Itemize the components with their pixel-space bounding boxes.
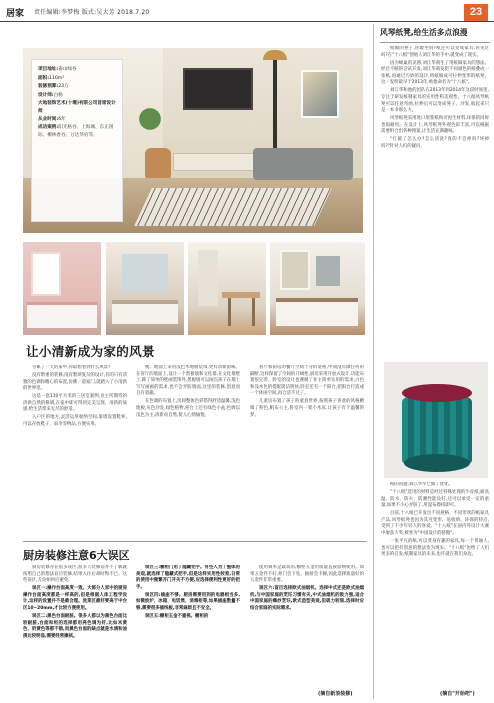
master-bedroom-photo [270,242,365,335]
works-value: 阳光格谷、上海城、东正国际、柳林香谷、万达华府等。 [38,125,114,138]
article-column [23,365,127,539]
floor-lamp [273,56,277,148]
stool-seat [402,384,472,402]
article-column [136,565,240,701]
kids-room-photo [23,242,101,335]
area-value: 110m² [49,75,65,81]
designer-value: 白杨 [53,92,63,98]
paragraph: 刘江华和他的团队在2013年到2014年这段时间里,专注于研发纸制家具的实用性和美观性。十八纸风琴纸凳可以任意弯曲,拉伸后可以变成凳子、沙发,收起来只是一本书那么大。 [381,88,489,114]
designer-label: 设计师: [38,92,54,98]
company-label: 大地装饰艺术(十堰)有限公司首席设计师 [38,101,116,114]
bedroom-photo [106,242,184,335]
article-title: 厨房装修注意6大误区 [23,549,130,562]
paragraph: 劳累了一天的家中,你最想看到什么风景? [32,365,111,370]
experience-label: 从业时间: [38,116,59,122]
article-column [136,365,240,539]
article-title: 风琴纸凳,给生活多点浪漫 [380,28,468,37]
paragraph: 风琴纸凳采用进口原浆纸和可再生材料,环保的同时也很耐用。在设计上,风琴纸凳外观色彩丰富,可以根据需要组合出各种图案,让生活充满趣味。 [381,116,489,135]
paragraph: 纸的问题,刘江华早已做了优化。 [390,482,453,487]
paragraph: 便。地面上采用浅色木地板装饰,更有清新韵味。在客厅的墙面上,设计一个黑板墙和文化墙,在文化墙壁上,除了简单的壁画装饰外,黑板墙可以画点孩子在墙上写写画画的需求,也不会弄脏墙面,这里的装修,创意而且有童趣。 [136,365,240,397]
paragraph: 误区五:橱柜五金不重视。橱柜的 [145,613,209,619]
title-underline [380,42,490,43]
page-number: 23 [464,4,488,21]
paragraph: 使用频率是最高的,橱柜五金的质量直接影响使用。如果五金件不好,柜门会下坠、抽屉会卡顿,因此选择质量好的五金件非常重要。 [250,565,364,584]
section-name: 居家 [6,9,25,19]
works-label: 成功案例: [38,125,59,131]
paragraph: 误区四:插座不够。厨房需要用到的电器相当多,如微波炉、冰箱、电饭煲、消毒柜等,如果插座数量不够,需要很多插线板,非常麻烦且不安全。 [136,592,240,611]
budget-label: 装修预算: [38,84,59,90]
section-divider [23,541,367,542]
project-value: 泰山绿谷 [58,67,77,72]
article-column [250,565,364,687]
armchair [145,148,171,178]
paragraph: 没有繁重的装修,没有繁琐复杂的设计,有的只有清雅的色调和精心的布置,仿佛一道家门,就踏入了小清新的世界里。 [23,372,127,392]
paragraph: "十八纸"选用的材料是经过特殊处理的牛皮纸,耐高温、防水、防火、防潮性能良好,还可以承受一定的重量,如果不小心弄脏了,用湿布擦拭即可。 [381,489,489,509]
paragraph: "打破了怎么办?怎么清洗?真的不会掉吗?坏掉吗?"针对人们的疑问, [381,137,489,149]
article-title: 让小清新成为家的风景 [26,344,155,359]
project-label: 项目地址: [38,67,59,72]
plant [139,103,161,143]
paragraph: 误区六:盲目选择欧式油烟机。选择中式还是欧式油烟机,与中国家庭的烹饪习惯有关,中式油烟机的吸力强,适合中国家庭的爆炒烹饪,欧式造型美观,但吸力较弱,选择时应结合家庭的实际需求。 [250,586,364,611]
paragraph: 在色调的布置上,房间整体色彩搭得舒适温馨,浅色地板,灰色沙发,绿色植物,柜台上还有绿色小盆,色调以浅色为主,清新而自然,使人心情愉悦。 [136,399,240,418]
article-column [23,565,127,701]
article-column [381,482,489,686]
tv-cabinet [173,153,263,171]
area-label: 面积: [38,75,50,81]
article-column [250,365,364,539]
paragraph: 误区一:操作台面高度一致。大部分人家中的厨房操作台面高度都是一样高的,但是根据人体工程学设计,这样的设置并不是最合理。洗菜区最好要高于中台区10~20mm,才比较方便使用。 [23,586,127,611]
paper-stool-photo [384,362,488,478]
article-source: (摘自"开始吧") [440,691,475,697]
editor-info: 责任编辑:李梦梅 版式:吴大芳 2018.7.20 [34,9,150,16]
blackboard-wall [183,68,253,110]
article-column [381,46,489,359]
budget-value: 23万 [58,84,69,90]
paragraph: 误区三:橱柜门用了隐藏把手。有些人为了整体的美观,就选择了隐藏式把手,但是这样实用性较差,日常的使用中频繁开门开关不方便,应选择便利性更好的把手。 [136,565,240,590]
paragraph: 这是一套110平方米的三居室案例,业主所期待的清新自然的格调,在家中即可得到完美呈现。清新的质感,给生活带来无尽的舒适。 [23,394,127,413]
paragraph: 儿童房布置了孩子的童真世界,按照孩子喜欢的风格精细了粉色,帆布公主,卧室内一架小木床,让孩子有个温馨的梦。 [250,399,364,418]
project-infobox [31,59,123,222]
dining-room-photo [188,242,266,335]
sofa [253,148,353,180]
article-source: (摘自新浪装修) [318,691,353,697]
wall-art [301,70,339,118]
paragraph: 一张平凡的纸,可以变身有趣的家具,每一个普通人,也可以把有创意的想法变为现实。"十八纸"也给了人们更多的启发,纸制家具的未来,也许就在我们身边。 [381,538,489,558]
masthead [0,0,494,22]
paragraph: 因为蜂巢的灵感,刘江华萌生了用纸做家具的想法。经过不断的尝试开发,刘江华萌发把不同颜色的纸叠成一张纸,再通过巧妙的设计,将纸做成可拉伸变形的纸凳。这一发明最早于2013年,被他命名为"十八纸"。 [381,60,489,86]
paragraph: 厨房装修存在很多误区,很多人装修前并不了解就按照自己的想法盲目装修,结果入住后却时悔不已。这些误区,无论如何应避免。 [23,565,127,584]
paragraph: 纸做的凳子,你敢坐吗?纸还可以变成家具,你见过吗?在"十八纸"创始人刘江华的手中,就变成了现实。 [381,46,489,58]
experience-value: 6年 [58,116,66,122]
paragraph: 目前,十八纸已开发出不同规格、不同形状的纸家具产品,风琴纸凳也因为其可变形、易收纳、环保的特点,受到了不少年轻人的喜爱。"十八纸"在国内外设计大赛中屡获大奖,被誉为"中国设计的骄傲"。 [381,511,489,536]
paragraph: 误区二:黑色台面耐脏。很多人都以为黑色台面比较耐脏,台面和柜的选择都用亮色调为好,比如米黄色、奶黄色等都不错,而黑色台面的缺点就是水渍和油渍比较明显,需要经常擦拭。 [23,613,127,639]
paragraph: 入户区的地方,灵活运用收纳空间,靠墙设置鞋柜,可以存放鞋子、雨伞等物品,方便实用。 [23,415,127,427]
striped-rug [134,188,332,226]
paragraph: 客厅和厨房的餐厅空间十分的宽裕,中间没有做任何的隔断,这样保留了空间的开阔性,厨房采用开放式设计,功能布置很完善。卧室的设计也遵循了业主简单实用的需求,白色和浅木色的搭配简洁明快,卧室还有一个阳台,把阳台打造成一个休闲空间,再合适不过了。 [250,365,364,397]
column-divider [373,24,374,699]
